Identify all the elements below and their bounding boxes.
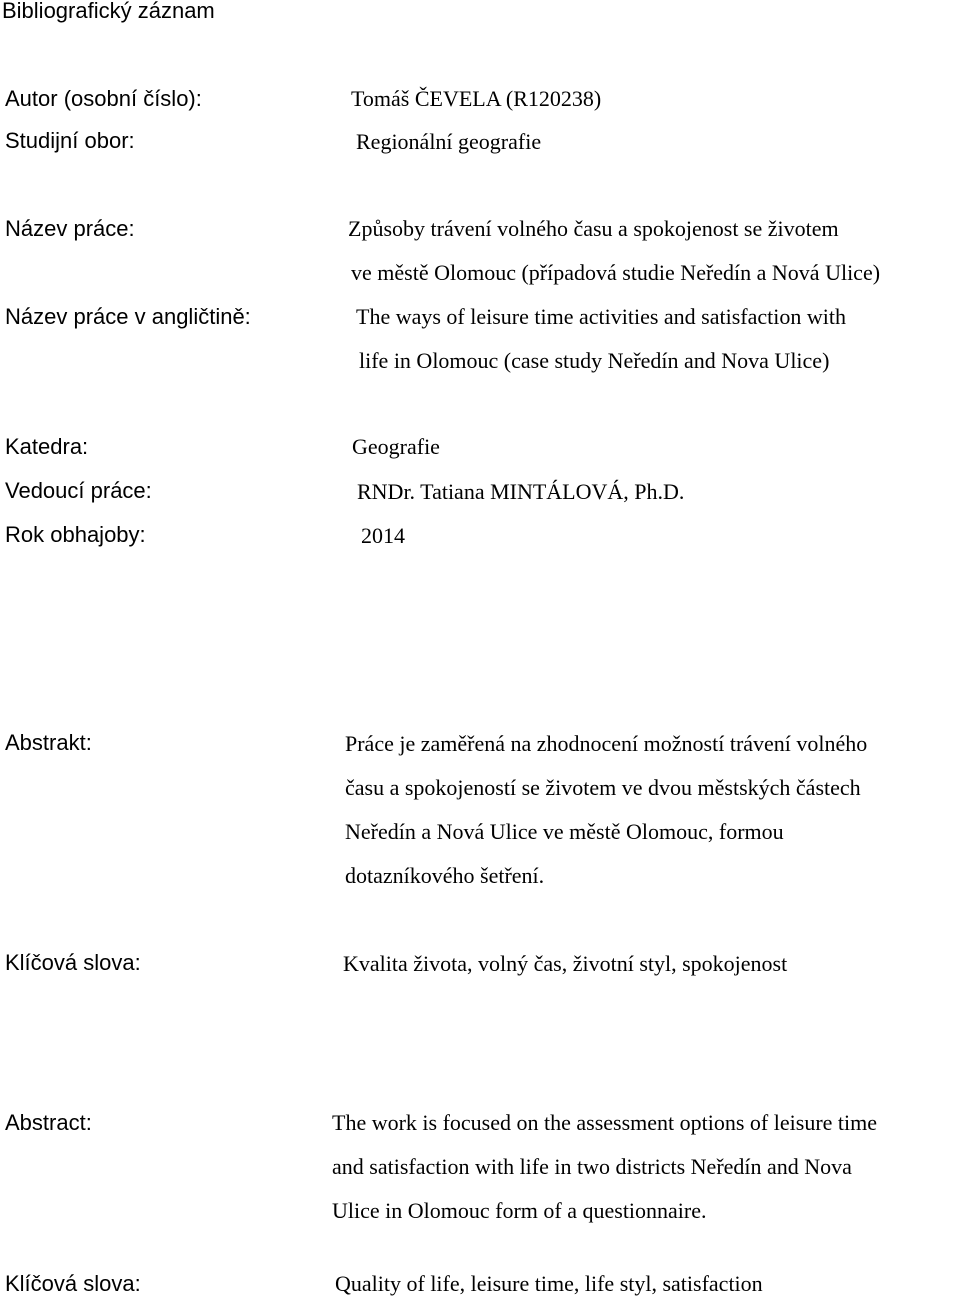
author-label: Autor (osobní číslo): [5,86,202,111]
abstract-en-line: The work is focused on the assessment options of leisure time [332,1110,878,1135]
keywords-cz-label: Klíčová slova: [5,950,141,975]
page-title: Bibliografický záznam [2,0,215,23]
abstract-cz-line: Práce je zaměřená na zhodnocení možností trávení volného [345,731,868,756]
abstract-cz-line: dotazníkového šetření. [345,863,545,888]
department-label: Katedra: [5,434,89,459]
abstract-cz-label: Abstrakt: [5,730,92,755]
keywords-en-label: Klíčová slova: [5,1271,141,1296]
thesis-title-en-line: life in Olomouc (case study Neředín and Nova Ulice) [359,348,830,373]
keywords-cz-value: Kvalita života, volný čas, životní styl, spokojenost [343,951,788,976]
keywords-en-value: Quality of life, leisure time, life styl, satisfaction [335,1271,763,1296]
abstract-cz-line: času a spokojeností se životem ve dvou městských částech [345,775,861,800]
study-field-label: Studijní obor: [5,128,135,153]
author-value: Tomáš ČEVELA (R120238) [351,86,602,111]
defense-year-value: 2014 [361,523,405,548]
thesis-title-line: Způsoby trávení volného času a spokojenost se životem [348,216,839,241]
abstract-cz-line: Neředín a Nová Ulice ve městě Olomouc, formou [345,819,784,844]
supervisor-value: RNDr. Tatiana MINTÁLOVÁ, Ph.D. [357,479,685,504]
study-field-value: Regionální geografie [356,129,542,154]
abstract-en-line: and satisfaction with life in two districts Neředín and Nova [332,1154,852,1179]
thesis-title-line: ve městě Olomouc (případová studie Neředín a Nová Ulice) [351,260,881,285]
department-value: Geografie [352,434,440,459]
abstract-en-label: Abstract: [5,1110,92,1135]
abstract-en-line: Ulice in Olomouc form of a questionnaire. [332,1198,707,1223]
supervisor-label: Vedoucí práce: [5,478,152,503]
defense-year-label: Rok obhajoby: [5,522,146,547]
thesis-title-en-label: Název práce v angličtině: [5,304,251,329]
thesis-title-label: Název práce: [5,216,135,241]
thesis-title-en-line: The ways of leisure time activities and satisfaction with [356,304,846,329]
